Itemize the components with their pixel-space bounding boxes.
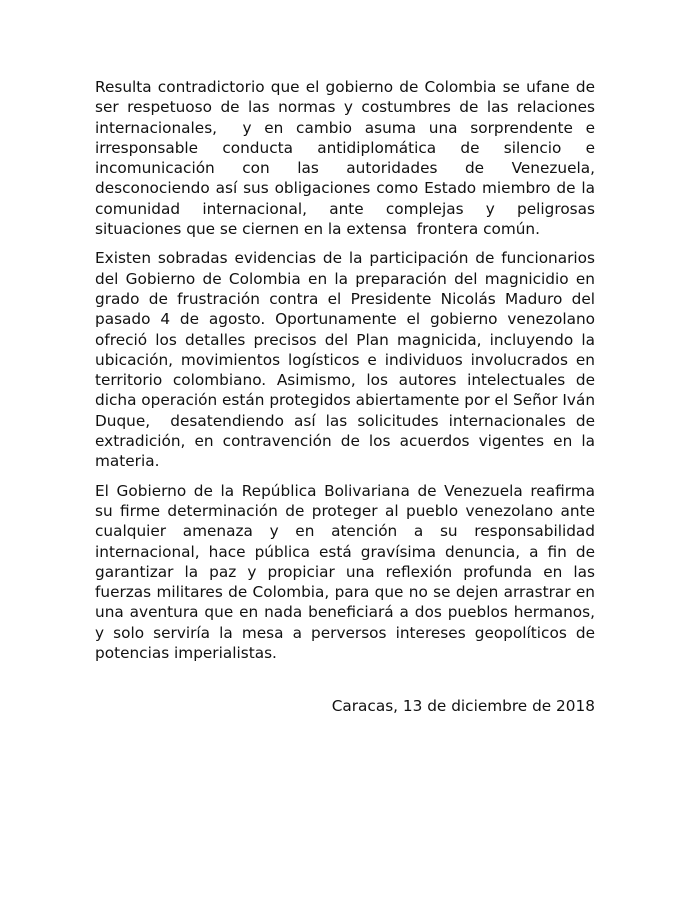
place-date-line: Caracas, 13 de diciembre de 2018	[331, 697, 595, 716]
paragraph-1: Resulta contradictorio que el gobierno de Colombia se ufane de ser respetuoso de las normas y costumbres de las relaciones internacionales, y en cambio asuma una sorprendente e irresponsable conducta antidiplomática de silencio e incomunicación con las autoridades de Venezuela, desconociendo así sus obligaciones como Estado miembro de la comunidad internacional, ante complejas y peligrosas situaciones que se ciernen en la extensa frontera común.	[95, 78, 600, 239]
paragraph-3: El Gobierno de la República Bolivariana de Venezuela reafirma su firme determinación de proteger al pueblo venezolano ante cualquier amenaza y en atención a su responsabilidad internacional, hace pública está gravísima denuncia, a fin de garantizar la paz y propiciar una reflexión profunda en las fuerzas militares de Colombia, para que no se dejen arrastrar en una aventura que en nada beneficiará a dos pueblos hermanos, y solo serviría la mesa a perversos intereses geopolíticos de potencias imperialistas.	[95, 481, 600, 663]
paragraph-2: Existen sobradas evidencias de la participación de funcionarios del Gobierno de Colombia en la preparación del magnicidio en grado de frustración contra el Presidente Nicolás Maduro del pasado 4 de agosto. Oportunamente el gobierno venezolano ofreció los detalles precisos del Plan magnicida, incluyendo la ubicación, movimientos logísticos e individuos involucrados en territorio colombiano. Asimismo, los autores intelectuales de dicha operación están protegidos abiertamente por el Señor Iván Duque, desatendiendo así las solicitudes internacionales de extradición, en contravención de los acuerdos vigentes en la materia.	[95, 249, 600, 471]
document-page	[95, 77, 600, 716]
